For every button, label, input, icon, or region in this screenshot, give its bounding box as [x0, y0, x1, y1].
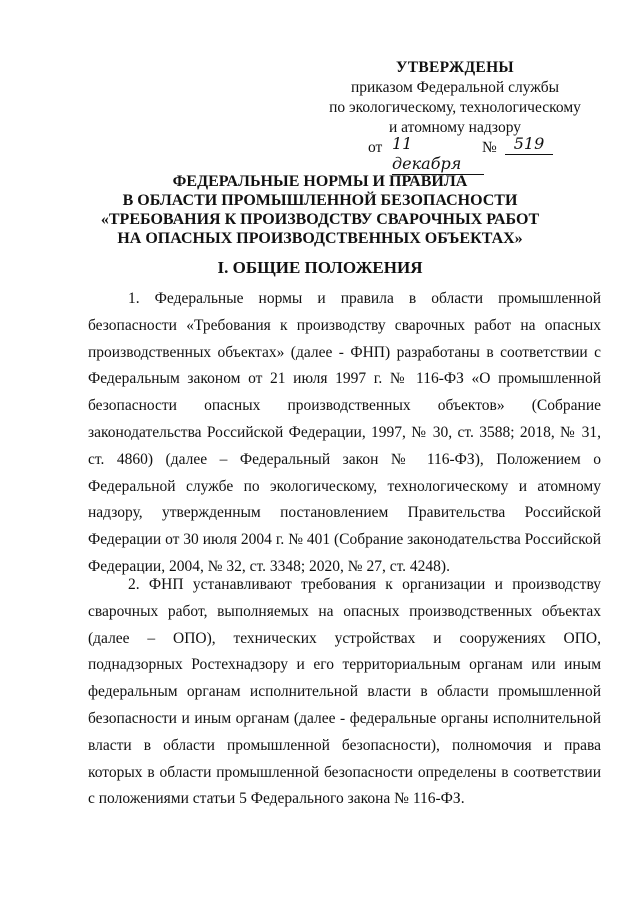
approval-date-line: [300, 134, 610, 173]
section-heading: I. ОБЩИЕ ПОЛОЖЕНИЯ: [217, 258, 423, 277]
approval-heading: УТВЕРЖДЕНЫ: [396, 59, 514, 76]
approval-line-2: по экологическому, технологическому: [329, 99, 581, 116]
title-line-4: НА ОПАСНЫХ ПРОИЗВОДСТВЕННЫХ ОБЪЕКТАХ»: [117, 230, 523, 247]
paragraph-2: 2. ФНП устанавливают требования к организации и производству сварочных работ, выполняемых на опасных производственных объектах (далее – ОПО), технических устройствах и сооружениях ОПО, поднадзорных Ростехнадзору и его территориальным органам или иным федеральным органам исполнительной власти в области промышленной безопасности и иным органам (далее - федеральные органы исполнительной власти в области промышленной безопасности), полномочия и права которых в области промышленной безопасности определены в соответствии с положениями статьи 5 Федерального закона № 116-ФЗ.: [88, 576, 601, 808]
from-label: от: [368, 139, 383, 156]
paragraph-1-container: [88, 286, 601, 581]
paragraph-1: 1. Федеральные нормы и правила в области промышленной безопасности «Требования к производству сварочных работ на опасных производственных объектах» (далее - ФНП) разработаны в соответствии с Федеральным законом от 21 июля 1997 г. № 116-ФЗ «О промышленной безопасности опасных производственных объектов» (Собрание законодательства Российской Федерации, 1997, № 30, ст. 3588; 2018, № 31, ст. 4860) (далее – Федеральный закон № 116-ФЗ), Положением о Федеральной службе по экологическому, технологическому и атомному надзору, утвержденным постановлением Правительства Российской Федерации от 30 июля 2004 г. № 401 (Собрание законодательства Российской Федерации, 2004, № 32, ст. 3348; 2020, № 27, ст. 4248).: [88, 290, 601, 575]
handwritten-number: 519: [505, 134, 553, 155]
approval-line-3: и атомному надзору: [389, 119, 521, 136]
title-line-1: ФЕДЕРАЛЬНЫЕ НОРМЫ И ПРАВИЛА: [172, 173, 468, 190]
approval-line-1: приказом Федеральной службы: [350, 79, 560, 96]
document-title: [70, 172, 570, 248]
approval-block: [300, 58, 610, 173]
handwritten-date: 11 декабря: [392, 134, 484, 175]
paragraph-2-container: [88, 572, 601, 813]
title-line-2: В ОБЛАСТИ ПРОМЫШЛЕННОЙ БЕЗОПАСНОСТИ: [122, 192, 518, 209]
title-line-3: «ТРЕБОВАНИЯ К ПРОИЗВОДСТВУ СВАРОЧНЫХ РАБОТ: [100, 211, 540, 228]
number-label: №: [482, 139, 497, 156]
